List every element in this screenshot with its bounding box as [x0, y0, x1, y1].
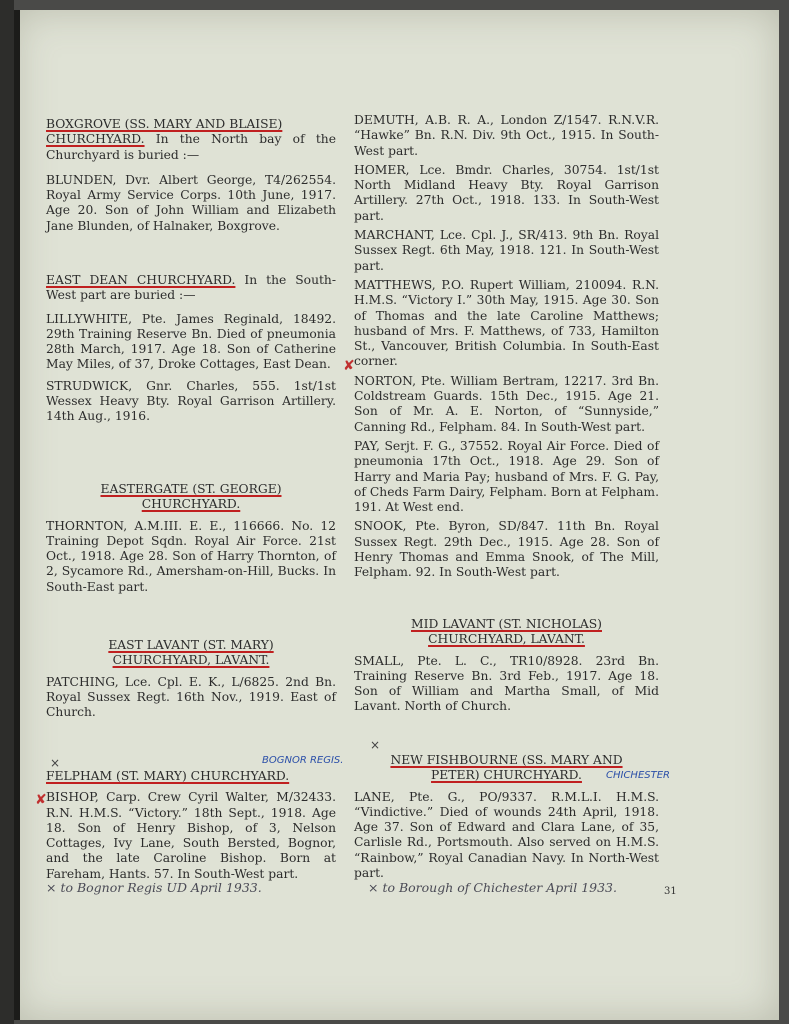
entry-strudwick: STRUDWICK, Gnr. Charles, 555. 1st/1st Wessex Heavy Bty. Royal Garrison Artillery. 14th Aug., 1916.	[46, 378, 336, 424]
entry-thornton: THORNTON, A.M.III. E. E., 116666. No. 12 Training Depot Sqdn. Royal Air Force. 21st Oct., 1918. Age 28. Son of Harry Thornton, of 2, Sycamore Rd., Amersham-on-Hill, Bucks. In South-East part.	[46, 518, 336, 594]
entry-lillywhite: LILLYWHITE, Pte. James Reginald, 18492. 29th Training Reserve Bn. Died of pneumonia 28th March, 1917. Age 18. Son of Catherine May Miles, of 37, Droke Cottages, East Dean.	[46, 311, 336, 372]
page-number: 31	[664, 886, 677, 897]
midlavant-heading-line1: MID LAVANT (ST. NICHOLAS)	[411, 617, 602, 631]
entry-blunden: BLUNDEN, Dvr. Albert George, T4/262554. Royal Army Service Corps. 10th June, 1917. Age 20. Son of John William and Elizabeth Jane Blunden, of Halnaker, Boxgrove.	[46, 172, 336, 233]
entry-lane: LANE, Pte. G., PO/9337. R.M.L.I. H.M.S. “Vindictive.” Died of wounds 24th April, 1918. Age 37. Son of Edward and Clara Lane, of 35, Carlisle Rd., Portsmouth. Also served on H.M.S. “Rainbow,” Royal Canadian Navy. In North-West part.	[354, 789, 659, 881]
entry-small: SMALL, Pte. L. C., TR10/8928. 23rd Bn. Training Reserve Bn. 3rd Feb., 1917. Age 18. Son of William and Martha Small, of Mid Lavant. North of Church.	[354, 653, 659, 714]
entry-demuth: DEMUTH, A.B. R. A., London Z/1547. R.N.V.R. “Hawke” Bn. R.N. Div. 9th Oct., 1915. In South-West part.	[354, 113, 659, 158]
eastdean-section	[46, 273, 336, 304]
entry-norton: NORTON, Pte. William Bertram, 12217. 3rd Bn. Coldstream Guards. 15th Dec., 1915. Age 21. Son of Mr. A. E. Norton, of “Sunnyside,” Canning Rd., Felpham. 84. In South-West part.	[354, 373, 659, 434]
red-x-mark-norton: ✘	[343, 358, 355, 374]
handwritten-chichester: CHICHESTER	[606, 770, 670, 781]
entry-snook: SNOOK, Pte. Byron, SD/847. 11th Bn. Royal Sussex Regt. 29th Dec., 1915. Age 28. Son of Henry Thomas and Emma Snook, of The Mill, Felpham. 92. In South-West part.	[354, 519, 659, 580]
eastdean-heading: EAST DEAN CHURCHYARD.	[46, 273, 236, 287]
midlavant-heading	[354, 617, 659, 648]
pencil-x-mark-felpham: ×	[50, 756, 61, 770]
newfishbourne-heading-line2: PETER) CHURCHYARD.	[431, 768, 582, 783]
eastdean-intro: In the South-West part are buried :—	[46, 273, 337, 303]
boxgrove-heading-line2: CHURCHYARD.	[46, 132, 145, 147]
pencil-x-mark-fishbourne: ×	[370, 738, 381, 752]
left-column-eastlavant	[46, 638, 336, 720]
eastlavant-heading-line1: EAST LAVANT (ST. MARY)	[108, 638, 274, 652]
red-x-mark-bishop: ✘	[35, 792, 47, 808]
left-column-felpham	[46, 769, 336, 882]
left-column-eastdean	[46, 273, 336, 425]
entry-bishop: BISHOP, Carp. Crew Cyril Walter, M/32433. R.N. H.M.S. “Victory.” 18th Sept., 1918. Age 18. Son of Henry Bishop, of 3, Nelson Cottages, Ivy Lane, South Bersted, Bognor, and the late Caroline Bishop. Born at Fareham, Hants. 57. In South-West part.	[46, 790, 336, 881]
eastlavant-heading-line2: CHURCHYARD, LAVANT.	[112, 653, 270, 668]
entry-homer: HOMER, Lce. Bmdr. Charles, 30754. 1st/1st North Midland Heavy Bty. Royal Garrison Artillery. 27th Oct., 1918. 133. In South-West part.	[354, 162, 659, 223]
eastlavant-heading	[46, 638, 336, 669]
boxgrove-section	[46, 117, 336, 163]
boxgrove-heading-line1: BOXGROVE (SS. MARY AND BLAISE)	[46, 117, 283, 131]
left-column	[46, 117, 336, 234]
handwritten-note-left: × to Bognor Regis UD April 1933.	[46, 880, 262, 895]
right-column-midlavant	[354, 617, 659, 715]
felpham-heading	[46, 769, 336, 784]
entry-patching: PATCHING, Lce. Cpl. E. K., L/6825. 2nd Bn. Royal Sussex Regt. 16th Nov., 1919. East of Church.	[46, 674, 336, 720]
eastergate-heading	[46, 482, 336, 513]
binding-edge	[0, 0, 14, 1024]
boxgrove-intro: In the North bay of the Churchyard is buried :—	[46, 132, 336, 162]
newfishbourne-heading-line1: NEW FISHBOURNE (SS. MARY AND	[390, 753, 623, 767]
eastergate-heading-line1: EASTERGATE (ST. GEORGE)	[100, 482, 282, 496]
felpham-heading-text: FELPHAM (ST. MARY) CHURCHYARD.	[46, 769, 290, 783]
right-column	[354, 113, 659, 581]
midlavant-heading-line2: CHURCHYARD, LAVANT.	[428, 632, 585, 647]
entry-marchant: MARCHANT, Lce. Cpl. J., SR/413. 9th Bn. Royal Sussex Regt. 6th May, 1918. 121. In South-West part.	[354, 228, 659, 273]
entry-pay: PAY, Serjt. F. G., 37552. Royal Air Force. Died of pneumonia 17th Oct., 1918. Age 29. Son of Harry and Maria Pay; husband of Mrs. F. G. Pay, of Cheds Farm Dairy, Felpham. Born at Felpham. 191. At West end.	[354, 438, 659, 515]
entry-matthews: MATTHEWS, P.O. Rupert William, 210094. R.N. H.M.S. “Victory I.” 30th May, 1915. Age 30. Son of Thomas and the late Caroline Matthews; husband of Mrs. F. Matthews, of 733, Hamilton St., Vancouver, British Columbia. In South-East corner.	[354, 277, 659, 369]
handwritten-bognor-regis: BOGNOR REGIS.	[262, 755, 344, 766]
eastergate-heading-line2: CHURCHYARD.	[141, 497, 241, 512]
handwritten-note-right: × to Borough of Chichester April 1933.	[368, 880, 617, 895]
left-column-eastergate	[46, 482, 336, 595]
